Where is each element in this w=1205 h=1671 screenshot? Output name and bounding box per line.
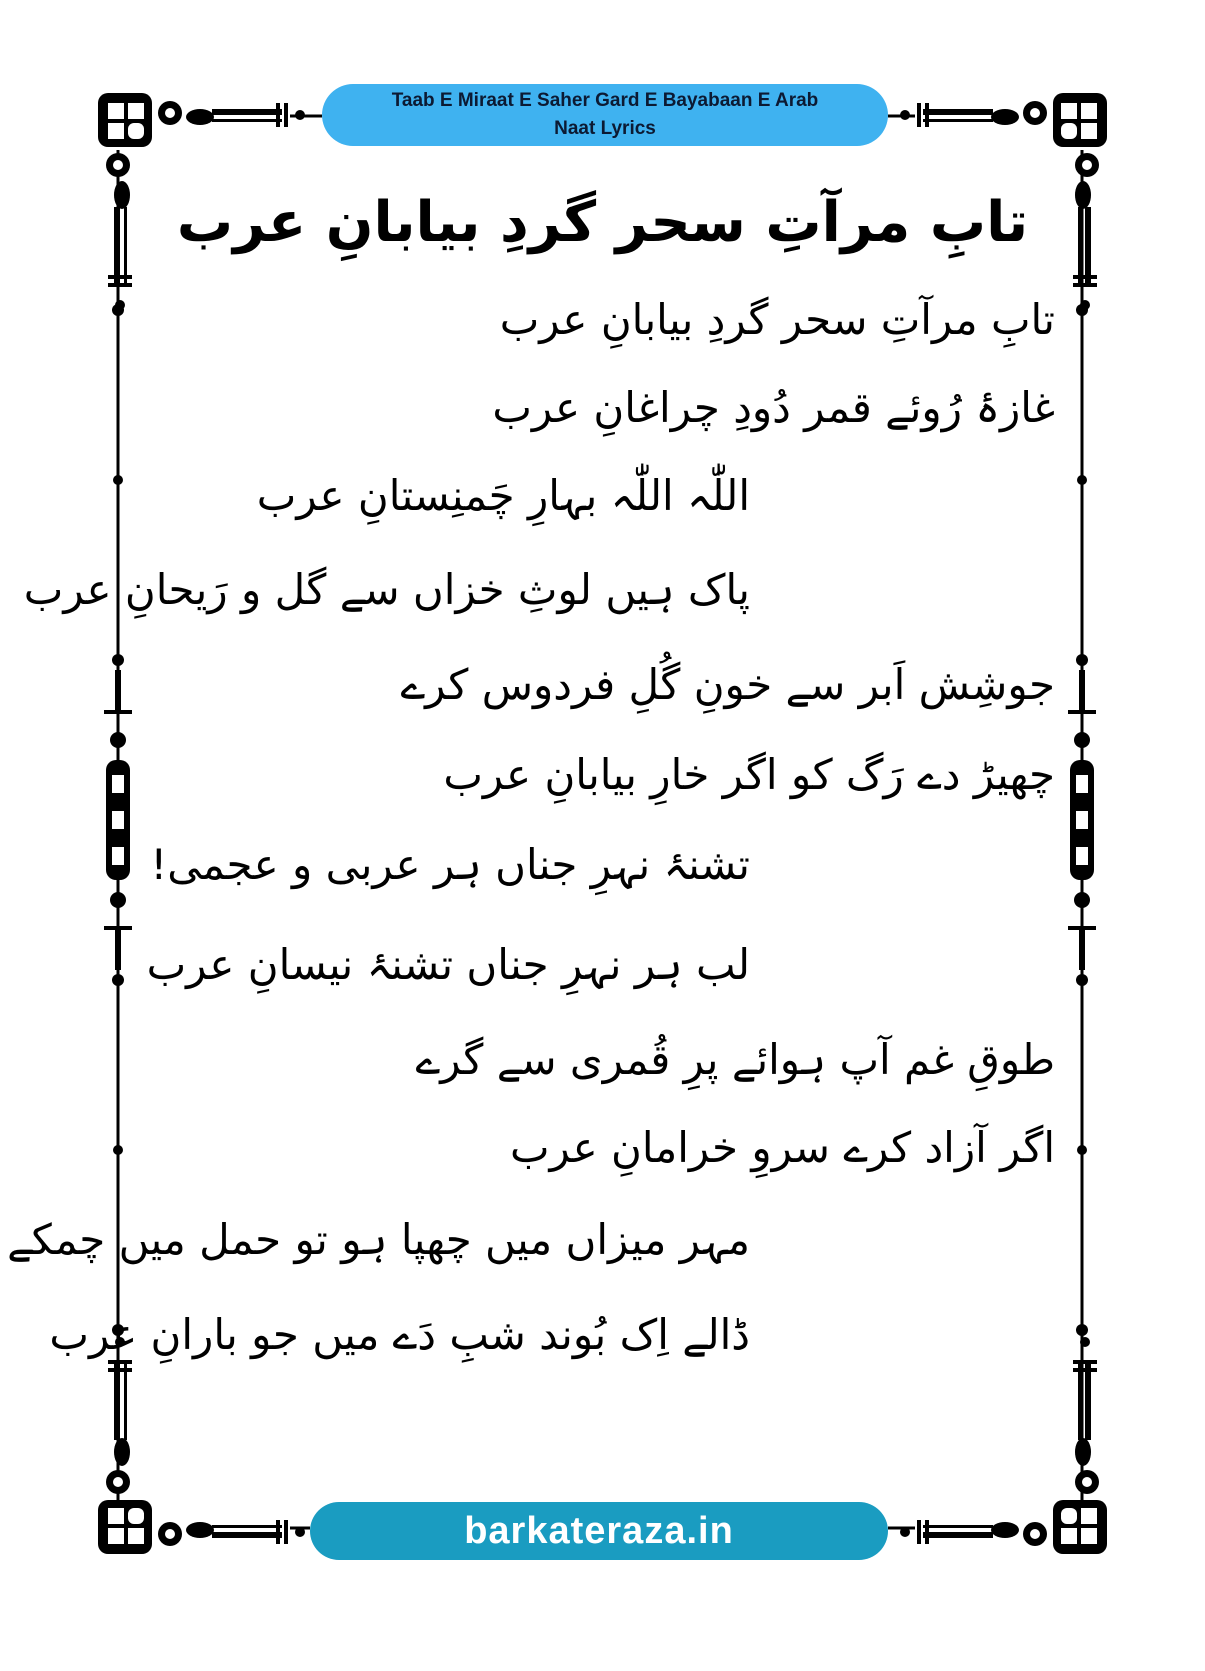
verse-line: مہر میزاں میں چھپا ہو تو حمل میں چمکے	[7, 1215, 750, 1264]
header-title: Taab E Miraat E Saher Gard E Bayabaan E Arab	[391, 90, 819, 111]
verse-line: جوشِش اَبر سے خونِ گُلِ فردوس کرے	[400, 660, 1055, 709]
verse-line: ڈالے اِک بُوند شبِ دَے میں جو بارانِ عرب	[49, 1310, 750, 1359]
header-banner	[322, 84, 888, 146]
website-link[interactable]: barkateraza.in	[464, 1509, 734, 1552]
urdu-title: تابِ مرآتِ سحر گردِ بیابانِ عرب	[176, 190, 1029, 255]
verse-line: تابِ مرآتِ سحر گردِ بیابانِ عرب	[499, 295, 1055, 344]
verse-line: غازۂ رُوئے قمر دُودِ چراغانِ عرب	[492, 383, 1055, 432]
verse-line: اگر آزاد کرے سروِ خرامانِ عرب	[509, 1123, 1055, 1172]
verse-line: چھیڑ دے رَگ کو اگر خارِ بیابانِ عرب	[443, 750, 1055, 799]
verse-line: طوقِ غم آپ ہوائے پرِ قُمری سے گرے	[415, 1035, 1055, 1084]
verse-line: اللّٰہ اللّٰہ بہارِ چَمنِستانِ عرب	[256, 471, 750, 520]
verse-line: پاک ہیں لوثِ خزاں سے گل و رَیحانِ عرب	[23, 565, 750, 614]
verse-line: تشنۂ نہرِ جناں ہر عربی و عجمی!	[150, 840, 750, 889]
footer-banner	[310, 1502, 888, 1560]
verse-line: لب ہر نہرِ جناں تشنۂ نیسانِ عرب	[146, 940, 750, 989]
header-subtitle: Naat Lyrics	[554, 118, 656, 139]
